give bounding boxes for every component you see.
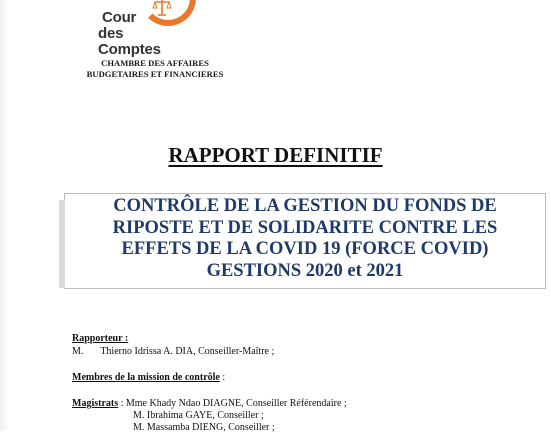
magistrat-name: M. Massamba DIENG, Conseiller ;: [133, 422, 275, 433]
scales-of-justice-icon: [152, 0, 172, 18]
magistrats-entry-3: [133, 422, 275, 434]
magistrat-name: Mme Khady Ndao DIAGNE, Conseiller Référendaire ;: [125, 398, 347, 409]
logo-text-des-comptes: des Comptes: [98, 25, 161, 58]
rapporteur-label: [72, 333, 128, 345]
members-label: Membres de la mission de contrôle: [72, 372, 220, 383]
magistrat-name: M. Ibrahima GAYE, Conseiller ;: [133, 410, 264, 421]
report-title: RAPPORT DEFINITIF: [168, 143, 383, 167]
rapporteur-label-text: Rapporteur :: [72, 333, 129, 344]
cour-des-comptes-logo: [96, 0, 186, 58]
magistrats-label: Magistrats: [72, 398, 119, 409]
members-suffix: :: [219, 372, 226, 383]
chamber-name: [72, 58, 238, 80]
rapporteur-name: Thierno Idrissa A. DIA, Conseiller-Maître ;: [100, 346, 275, 357]
report-subject: [66, 196, 544, 282]
chamber-line-2: BUDGETAIRES ET FINANCIERES: [86, 69, 224, 79]
subject-line-2: RIPOSTE ET DE SOLIDARITE CONTRE LES: [112, 217, 498, 238]
magistrats-entry-2: [133, 410, 264, 422]
members-heading: [72, 372, 225, 384]
subject-line-4: GESTIONS 2020 et 2021: [206, 260, 404, 281]
page-shadow: [0, 0, 8, 431]
magistrats-separator: :: [118, 398, 126, 409]
logo-text-cour: Cour: [102, 9, 137, 26]
magistrats-entry-1: [72, 398, 347, 410]
rapporteur-entry: [72, 346, 274, 358]
rapporteur-prefix: M.: [72, 346, 84, 357]
chamber-line-1: CHAMBRE DES AFFAIRES: [101, 58, 209, 68]
subject-line-3: EFFETS DE LA COVID 19 (FORCE COVID): [121, 239, 489, 259]
subject-line-1: CONTRÔLE DE LA GESTION DU FONDS DE: [113, 196, 497, 216]
